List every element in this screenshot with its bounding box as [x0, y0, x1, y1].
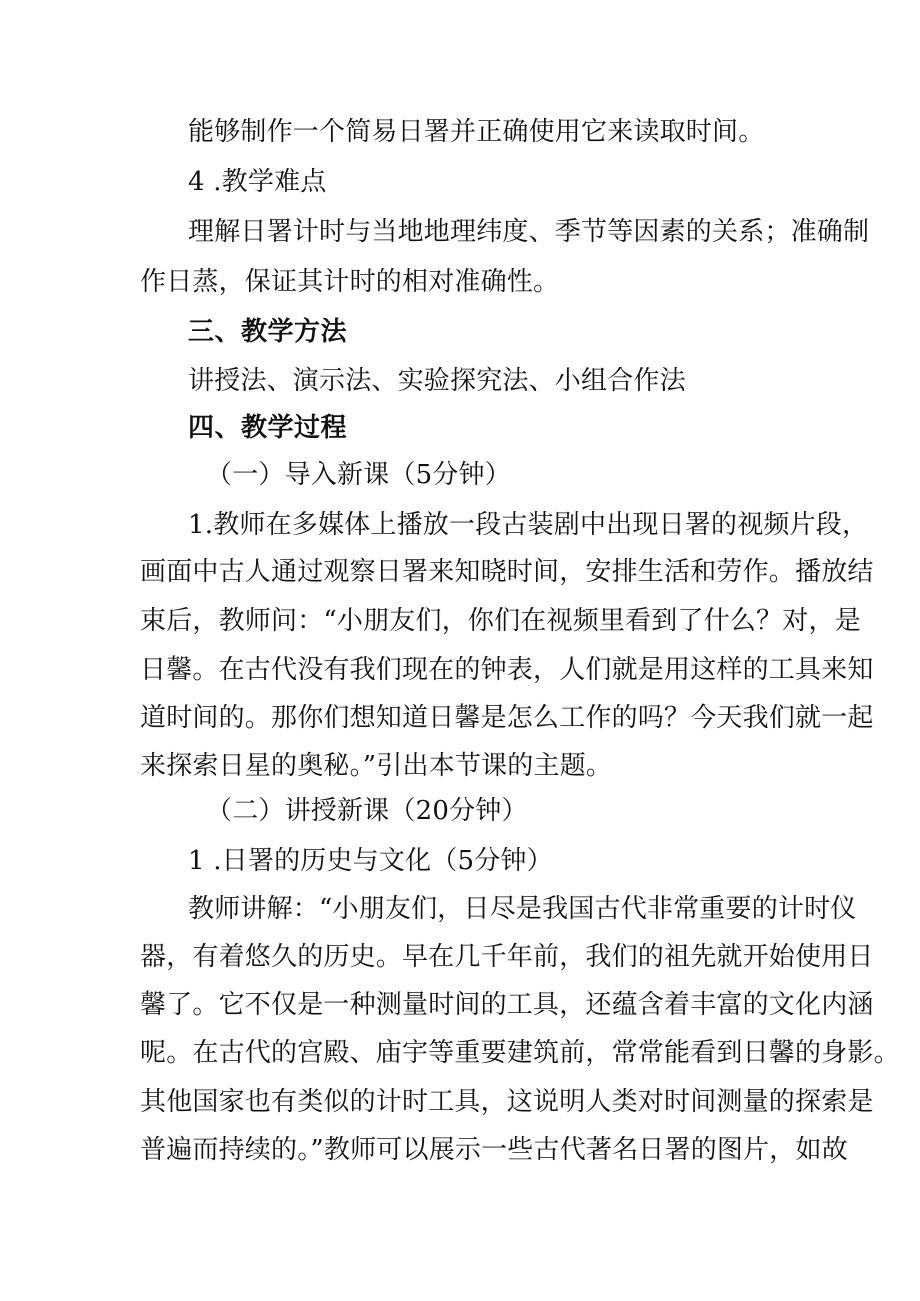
paragraph-line: 讲授法、演示法、实验探究法、小组合作法 — [188, 366, 686, 396]
paragraph-line: 束后，教师问：“小朋友们，你们在视频里看到了什么？对，是 — [140, 606, 861, 636]
section-heading: 三、教学方法 — [188, 317, 348, 347]
section-heading: 四、教学过程 — [188, 413, 348, 443]
paragraph-line: 道时间的。那你们想知道日馨是怎么工作的吗？今天我们就一起 — [140, 703, 874, 733]
paragraph-line: 普遍而持续的。”教师可以展示一些古代著名日署的图片，如故 — [140, 1135, 848, 1165]
paragraph-line: 呢。在古代的宫殿、庙宇等重要建筑前，常常能看到日馨的身影。 — [140, 1038, 900, 1068]
paragraph-line: 作日蒸，保证其计时的相对准确性。 — [140, 267, 560, 297]
paragraph-line: 器，有着悠久的历史。早在几千年前，我们的祖先就开始使用日 — [140, 942, 874, 972]
paragraph-line: 日馨。在古代没有我们现在的钟表，人们就是用这样的工具来知 — [140, 655, 874, 685]
paragraph-line: 画面中古人通过观察日署来知晓时间，安排生活和劳作。播放结 — [140, 557, 874, 587]
paragraph-line: 1.教师在多媒体上播放一段古装剧中出现日署的视频片段， — [188, 510, 869, 540]
subsection-heading: （一）导入新课（5分钟） — [206, 460, 511, 490]
paragraph-line: 教师讲解：“小朋友们，日尽是我国古代非常重要的计时仪 — [188, 894, 857, 924]
paragraph-line: 来探索日星的奥秘。”引出本节课的主题。 — [140, 751, 613, 781]
paragraph-line: 馨了。它不仅是一种测量时间的工具，还蕴含着丰富的文化内涵 — [140, 990, 874, 1020]
paragraph-line: 其他国家也有类似的计时工具，这说明人类对时间测量的探索是 — [140, 1087, 874, 1117]
section-subheading: 1 .日署的历史与文化（5分钟） — [188, 846, 553, 876]
subsection-heading: （二）讲授新课（20分钟） — [206, 796, 528, 826]
paragraph-line: 理解日署计时与当地地理纬度、季节等因素的关系；准确制 — [188, 217, 870, 247]
section-subheading: 4 .教学难点 — [188, 167, 327, 197]
paragraph-line: 能够制作一个简易日署并正确使用它来读取时间。 — [188, 117, 765, 147]
